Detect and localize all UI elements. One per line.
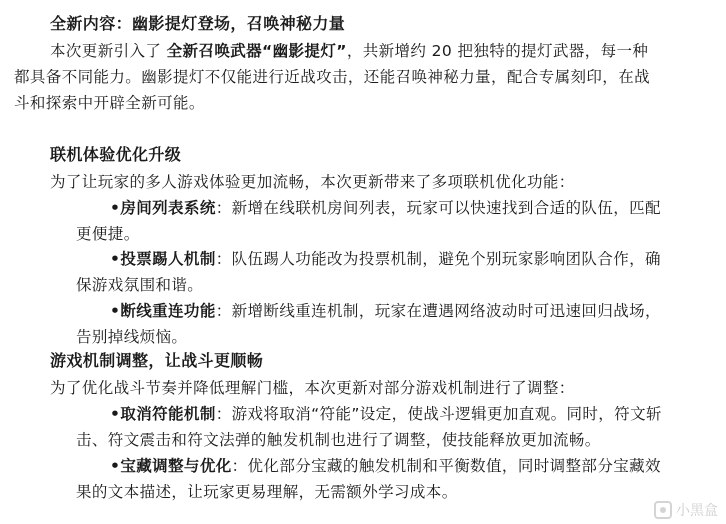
bullet-icon: • (110, 302, 121, 320)
paragraph-text: ，共新增约 20 把独特的提灯武器，每一种 (346, 42, 649, 60)
list-item-text: ：新增断线重连机制，玩家在遭遇网络波动时可迅速回归战场， (215, 302, 661, 320)
watermark (654, 500, 718, 520)
list-item (110, 195, 661, 221)
section-heading-multiplayer: 联机体验优化升级 (50, 145, 182, 164)
list-item-title: 取消符能机制 (120, 405, 216, 423)
section-heading-new-content: 全新内容：幽影提灯登场，召唤神秘力量 (50, 14, 346, 33)
list-item (110, 246, 661, 272)
list-item-continuation: 保游戏氛围和谐。 (76, 276, 204, 294)
section-heading-mechanics: 游戏机制调整，让战斗更顺畅 (50, 351, 264, 370)
list-item-continuation: 更便捷。 (76, 225, 140, 243)
bullet-icon: • (110, 250, 121, 268)
list-item-title: 断线重连功能 (120, 302, 216, 320)
bullet-icon: • (110, 457, 121, 475)
list-item-text: ：新增在线联机房间列表，玩家可以快速找到合适的队伍，匹配 (215, 199, 661, 217)
list-item-continuation: 告别掉线烦恼。 (76, 328, 188, 346)
list-item (110, 453, 661, 479)
list-item-continuation: 击、符文震击和符文法弹的触发机制也进行了调整，使技能释放更加流畅。 (76, 431, 601, 449)
bullet-icon: • (110, 405, 121, 423)
paragraph-line: 都具备不同能力。幽影提灯不仅能进行近战攻击，还能召唤神秘力量，配合专属刻印，在战 (14, 68, 651, 86)
xiaoheihe-logo-icon (654, 501, 672, 519)
list-item-text: ：游戏将取消“符能”设定，使战斗逻辑更加直观。同时，符文斩 (215, 405, 662, 423)
list-item-continuation: 果的文本描述，让玩家更易理解，无需额外学习成本。 (76, 483, 458, 501)
paragraph-text: 本次更新引入了 (50, 42, 162, 60)
bullet-icon: • (110, 199, 121, 217)
list-item-title: 投票踢人机制 (120, 250, 216, 268)
list-item-title: 房间列表系统 (120, 199, 216, 217)
paragraph-bold-text: 全新召唤武器“幽影提灯” (166, 42, 347, 60)
section-intro: 为了让玩家的多人游戏体验更加流畅，本次更新带来了多项联机优化功能： (50, 173, 575, 191)
watermark-text: 小黑盒 (676, 503, 718, 519)
list-item (110, 298, 661, 324)
list-item-title: 宝藏调整与优化 (120, 457, 232, 475)
section-intro: 为了优化战斗节奏并降低理解门槛，本次更新对部分游戏机制进行了调整： (50, 379, 575, 397)
paragraph-line: 斗和探索中开辟全新可能。 (14, 94, 205, 112)
paragraph-line (50, 38, 648, 64)
list-item (110, 401, 662, 427)
list-item-text: ：优化部分宝藏的触发机制和平衡数值，同时调整部分宝藏效 (231, 457, 661, 475)
list-item-text: ：队伍踢人功能改为投票机制，避免个别玩家影响团队合作，确 (215, 250, 661, 268)
